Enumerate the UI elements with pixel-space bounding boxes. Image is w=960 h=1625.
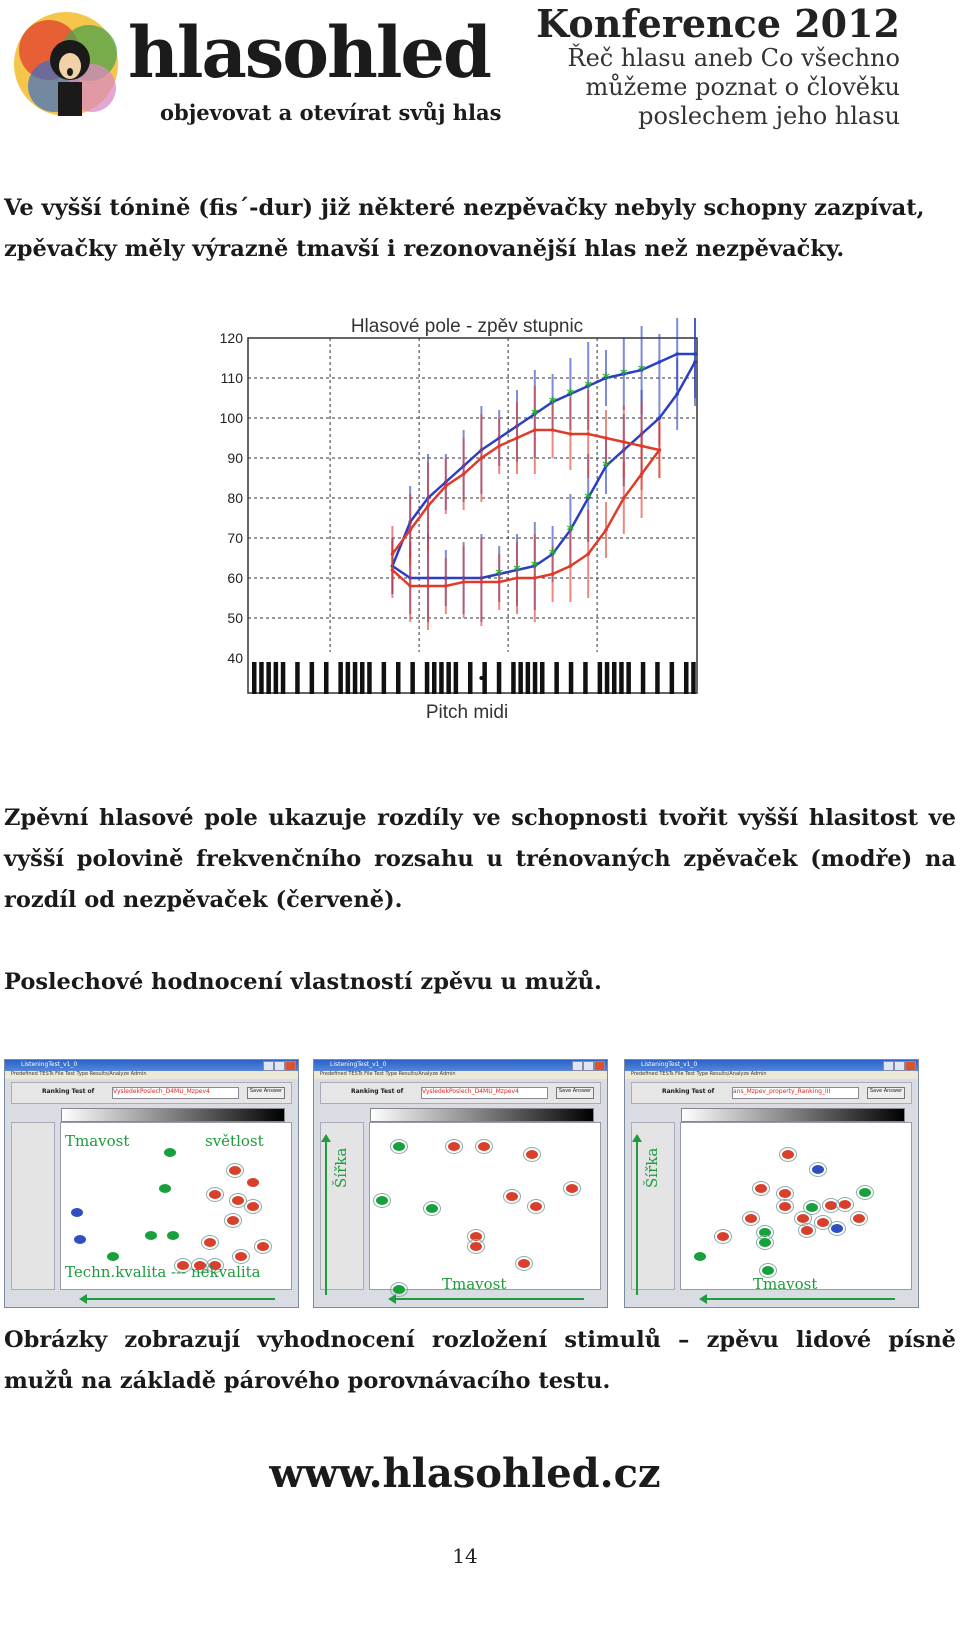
piano-key — [526, 662, 531, 694]
y-tick-label: 70 — [227, 530, 243, 546]
stimulus-marker[interactable] — [694, 1252, 706, 1261]
asterisk-marker: * — [548, 395, 557, 411]
stimulus-marker[interactable] — [145, 1231, 157, 1240]
save-answer-button[interactable]: Save Answer — [867, 1087, 905, 1099]
piano-key — [252, 662, 257, 694]
brand-tagline: objevovat a otevírat svůj hlas — [160, 100, 502, 125]
piano-key — [598, 662, 603, 694]
stimulus-marker[interactable] — [204, 1238, 216, 1247]
horizontal-arrow — [394, 1298, 584, 1300]
listening-test-screenshot — [4, 1059, 299, 1308]
asterisk-marker: * — [513, 563, 521, 579]
menu-bar[interactable]: Predefined TESTs File Test Type Results/Analyze Admin — [5, 1071, 298, 1079]
test-select[interactable]: VysledekPoslech_D4MU_Mzpev4 — [421, 1087, 548, 1099]
window-titlebar — [314, 1060, 607, 1071]
y-axis — [220, 330, 244, 666]
piano-key — [454, 662, 459, 694]
piano-key — [511, 662, 516, 694]
stimulus-marker[interactable] — [806, 1203, 818, 1212]
stimulus-marker[interactable] — [71, 1208, 83, 1217]
stimulus-marker[interactable] — [779, 1189, 791, 1198]
asterisk-marker: * — [637, 363, 646, 379]
piano-key — [605, 662, 610, 694]
close-icon[interactable] — [594, 1061, 605, 1071]
maximize-icon[interactable] — [583, 1061, 594, 1071]
paragraph-listening-heading: Poslechové hodnocení vlastností zpěvu u mužů. — [4, 969, 602, 995]
stimulus-marker[interactable] — [227, 1216, 239, 1225]
save-answer-button[interactable]: Save Answer — [247, 1087, 285, 1099]
y-tick-label: 90 — [227, 450, 243, 466]
piano-key — [518, 662, 523, 694]
stimulus-plot-area[interactable] — [680, 1122, 912, 1290]
y-tick-label: 50 — [227, 610, 243, 626]
stimulus-marker[interactable] — [257, 1242, 269, 1251]
gradient-scale — [681, 1108, 905, 1122]
stimulus-marker[interactable] — [448, 1142, 460, 1151]
label-tmavost: Tmavost — [442, 1275, 507, 1293]
website-link[interactable]: www.hlasohled.cz — [269, 1450, 661, 1497]
stimulus-marker[interactable] — [530, 1202, 542, 1211]
asterisk-marker: * — [566, 387, 575, 403]
piano-key — [432, 662, 437, 694]
stimulus-marker[interactable] — [164, 1148, 176, 1157]
stimulus-marker[interactable] — [745, 1214, 757, 1223]
data-point — [551, 428, 555, 432]
piano-key — [439, 662, 444, 694]
stimulus-marker[interactable] — [232, 1196, 244, 1205]
minimize-icon[interactable] — [572, 1061, 583, 1071]
piano-key — [619, 662, 624, 694]
minimize-icon[interactable] — [263, 1061, 274, 1071]
piano-key — [274, 662, 279, 694]
plot-frame — [248, 338, 697, 693]
stimulus-marker[interactable] — [209, 1190, 221, 1199]
data-point — [426, 504, 430, 508]
data-point — [391, 568, 395, 572]
asterisk-marker: * — [495, 567, 503, 583]
stimulus-marker[interactable] — [506, 1192, 518, 1201]
data-point — [426, 584, 430, 588]
piano-key — [446, 662, 451, 694]
asterisk-marker: * — [584, 491, 592, 507]
ranking-label: Ranking Test of — [662, 1088, 715, 1095]
piano-key — [425, 662, 430, 694]
piano-key — [583, 662, 588, 694]
close-icon[interactable] — [905, 1061, 916, 1071]
label-quality: Techn.kvalita --- nekvalita — [65, 1263, 261, 1281]
data-point — [444, 584, 448, 588]
ranking-label: Ranking Test of — [351, 1088, 404, 1095]
asterisk-marker: * — [602, 459, 610, 475]
piano-key — [367, 662, 372, 694]
menu-bar[interactable]: Predefined TESTs File Test Type Results/Analyze Admin — [625, 1071, 918, 1079]
data-point — [658, 448, 662, 452]
piano-key — [655, 662, 660, 694]
maximize-icon[interactable] — [894, 1061, 905, 1071]
piano-key — [310, 662, 315, 694]
save-answer-button[interactable]: Save Answer — [556, 1087, 594, 1099]
stimulus-marker[interactable] — [825, 1201, 837, 1210]
stimulus-marker[interactable] — [782, 1150, 794, 1159]
horizontal-arrow — [85, 1298, 275, 1300]
data-point — [622, 496, 626, 500]
piano-key — [281, 662, 286, 694]
data-point — [515, 436, 519, 440]
stimulus-marker[interactable] — [831, 1224, 843, 1233]
window-title: ListeningTest_v1_0 — [330, 1061, 387, 1068]
stimulus-marker[interactable] — [229, 1166, 241, 1175]
stimulus-marker[interactable] — [518, 1259, 530, 1268]
data-point — [444, 484, 448, 488]
piano-key — [360, 662, 365, 694]
data-point — [408, 528, 412, 532]
piano-key — [691, 662, 696, 694]
y-tick-label: 110 — [220, 370, 243, 386]
paragraph-chart-description: Zpěvní hlasové pole ukazuje rozdíly ve schopnosti tvořit vyšší hlasitost ve vyšší polovině frekvenčního rozsahu u trénovaných zpěvaček (modře) na rozdíl od nezpěvaček (červeně). — [4, 805, 956, 913]
stimulus-marker[interactable] — [478, 1142, 490, 1151]
data-point — [622, 440, 626, 444]
stimulus-marker[interactable] — [817, 1218, 829, 1227]
conference-block — [470, 1, 900, 131]
piano-key — [626, 662, 631, 694]
piano-key — [468, 662, 473, 694]
stimulus-marker[interactable] — [74, 1235, 86, 1244]
data-point — [586, 552, 590, 556]
stimulus-marker[interactable] — [759, 1238, 771, 1247]
middle-c-marker — [479, 676, 483, 680]
y-tick-label: 60 — [227, 570, 243, 586]
piano-key — [346, 662, 351, 694]
stimulus-marker[interactable] — [779, 1202, 791, 1211]
label-svetlost: světlost — [205, 1132, 264, 1150]
label-tmavost: Tmavost — [65, 1132, 130, 1150]
piano-key — [324, 662, 329, 694]
test-select[interactable]: ans_Mzpev_property_Ranking_III — [732, 1087, 859, 1099]
minimize-icon[interactable] — [883, 1061, 894, 1071]
page-number: 14 — [452, 1544, 478, 1568]
stimulus-marker[interactable] — [526, 1150, 538, 1159]
stimulus-marker[interactable] — [235, 1252, 247, 1261]
stimulus-marker[interactable] — [393, 1285, 405, 1294]
stimulus-marker[interactable] — [393, 1142, 405, 1151]
piano-key — [295, 662, 300, 694]
stimulus-marker[interactable] — [470, 1232, 482, 1241]
paragraph-intro: Ve vyšší tónině (fis´-dur) již některé nezpěvačky nebyly schopny zazpívat, zpěvačky měly výrazně tmavší i rezonovanější hlas než nezpěvačky. — [4, 195, 925, 262]
listening-test-screenshot — [624, 1059, 919, 1308]
horizontal-arrow — [705, 1298, 895, 1300]
piano-key — [612, 662, 617, 694]
stimulus-marker[interactable] — [470, 1242, 482, 1251]
stimulus-marker[interactable] — [853, 1214, 865, 1223]
piano-key — [641, 662, 646, 694]
data-point — [533, 428, 537, 432]
maximize-icon[interactable] — [274, 1061, 285, 1071]
piano-key — [259, 662, 264, 694]
input-panel — [11, 1122, 55, 1290]
conference-subtitle: Řeč hlasu aneb Co všechno můžeme poznat o člověku poslechem jeho hlasu — [567, 43, 900, 130]
piano-key — [382, 662, 387, 694]
label-sirka: Šířka — [643, 1147, 661, 1188]
asterisk-marker: * — [531, 559, 539, 575]
chart-title: Hlasové pole - zpěv stupnic — [350, 318, 584, 337]
stimulus-marker[interactable] — [797, 1214, 809, 1223]
y-tick-label: 40 — [227, 650, 243, 666]
window-title: ListeningTest_v1_0 — [21, 1061, 78, 1068]
data-point — [604, 528, 608, 532]
test-select[interactable]: VysledekPoslech_D4MU_Mzpev4 — [112, 1087, 239, 1099]
y-tick-label: 80 — [227, 490, 243, 506]
data-point — [693, 360, 697, 364]
asterisk-marker: * — [531, 407, 539, 423]
stimulus-marker[interactable] — [717, 1232, 729, 1241]
close-icon[interactable] — [285, 1061, 296, 1071]
gradient-scale — [61, 1108, 285, 1122]
listening-test-screenshot — [313, 1059, 608, 1308]
data-point — [586, 432, 590, 436]
piano-key — [338, 662, 343, 694]
asterisk-marker: * — [602, 371, 610, 387]
asterisk-marker: * — [566, 523, 575, 539]
data-point — [658, 416, 662, 420]
y-tick-label: 120 — [219, 330, 243, 346]
data-point — [658, 360, 662, 364]
stimulus-marker[interactable] — [247, 1202, 259, 1211]
piano-key — [684, 662, 689, 694]
stimulus-marker[interactable] — [839, 1200, 851, 1209]
stimulus-marker[interactable] — [376, 1196, 388, 1205]
piano-key — [670, 662, 675, 694]
piano-key — [533, 662, 538, 694]
stimulus-marker[interactable] — [247, 1178, 259, 1187]
label-sirka: Šířka — [332, 1147, 350, 1188]
menu-bar[interactable]: Predefined TESTs File Test Type Results/Analyze Admin — [314, 1071, 607, 1079]
vertical-arrow — [636, 1140, 638, 1295]
data-point — [497, 444, 501, 448]
stimulus-marker[interactable] — [755, 1184, 767, 1193]
stimulus-marker[interactable] — [107, 1252, 119, 1261]
piano-key — [410, 662, 415, 694]
window-title: ListeningTest_v1_0 — [641, 1061, 698, 1068]
paragraph-figure-caption: Obrázky zobrazují vyhodnocení rozložení stimulů – zpěvu lidové písně mužů na základě párového porovnávacího testu. — [4, 1327, 956, 1394]
stimulus-marker[interactable] — [426, 1204, 438, 1213]
brand-name: hlasohled — [128, 11, 490, 94]
data-point — [480, 580, 484, 584]
piano-key — [540, 662, 545, 694]
chart-xlabel: Pitch midi — [425, 702, 509, 723]
gradient-scale — [370, 1108, 594, 1122]
data-point — [480, 456, 484, 460]
voice-range-chart — [215, 318, 705, 723]
data-point — [533, 576, 537, 580]
stimulus-marker[interactable] — [762, 1266, 774, 1275]
data-point — [675, 392, 679, 396]
asterisk-marker: * — [548, 547, 557, 563]
piano-key — [266, 662, 271, 694]
piano-key — [497, 662, 502, 694]
conference-title: Konference 2012 — [536, 1, 900, 46]
vertical-arrow — [325, 1140, 327, 1295]
test-controls — [631, 1082, 912, 1104]
stimulus-marker[interactable] — [167, 1231, 179, 1240]
stimulus-marker[interactable] — [159, 1184, 171, 1193]
stimulus-marker[interactable] — [759, 1228, 771, 1237]
stimulus-marker[interactable] — [801, 1226, 813, 1235]
piano-key — [396, 662, 401, 694]
data-point — [408, 584, 412, 588]
label-tmavost: Tmavost — [753, 1275, 818, 1293]
piano-key — [353, 662, 358, 694]
data-point — [640, 472, 644, 476]
stimulus-marker[interactable] — [566, 1184, 578, 1193]
piano-key — [569, 662, 574, 694]
asterisk-marker: * — [584, 379, 592, 395]
window-titlebar — [5, 1060, 298, 1071]
stimulus-marker[interactable] — [859, 1188, 871, 1197]
test-controls — [320, 1082, 601, 1104]
y-tick-label: 100 — [219, 410, 243, 426]
data-point — [675, 352, 679, 356]
data-point — [551, 572, 555, 576]
ranking-label: Ranking Test of — [42, 1088, 95, 1095]
data-point — [462, 472, 466, 476]
data-point — [604, 436, 608, 440]
test-controls — [11, 1082, 292, 1104]
data-point — [569, 432, 573, 436]
data-point — [462, 580, 466, 584]
hlasohled-logo — [4, 8, 134, 120]
asterisk-marker: * — [620, 367, 628, 383]
window-titlebar — [625, 1060, 918, 1071]
data-point — [569, 564, 573, 568]
stimulus-marker[interactable] — [812, 1165, 824, 1174]
piano-key — [554, 662, 559, 694]
